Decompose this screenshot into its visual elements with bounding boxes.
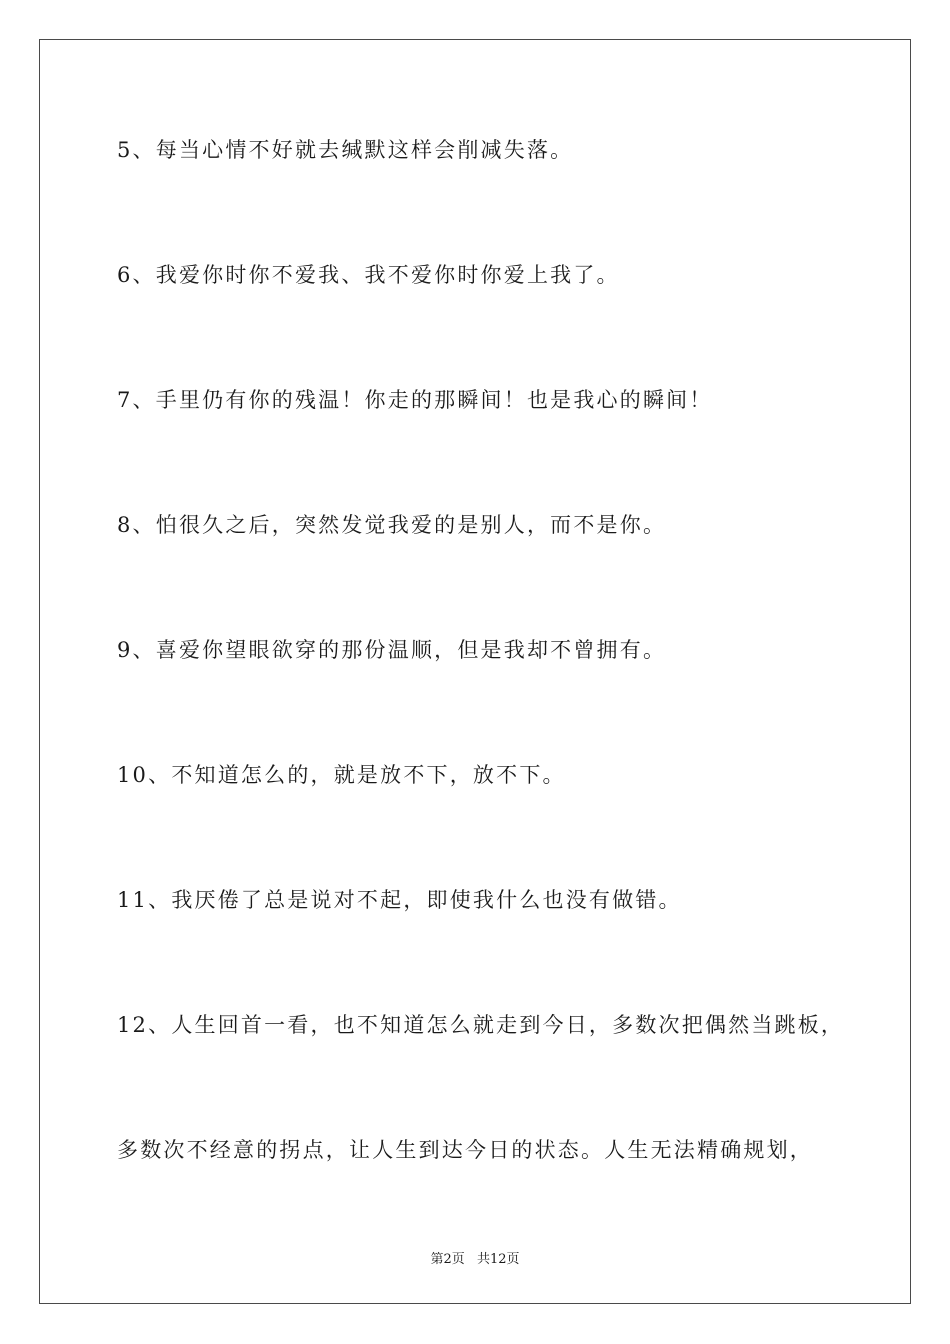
text-line-6: 6、我爱你时你不爱我、我不爱你时你爱上我了。 [117, 263, 620, 287]
text-line-7: 7、手里仍有你的残温！你走的那瞬间！也是我心的瞬间！ [117, 388, 713, 412]
text-line-10: 10、不知道怎么的，就是放不下，放不下。 [117, 763, 566, 787]
text-line-5: 5、每当心情不好就去缄默这样会削减失落。 [117, 138, 574, 162]
page-border [39, 39, 911, 1304]
text-line-11: 11、我厌倦了总是说对不起，即使我什么也没有做错。 [117, 888, 682, 912]
page-total: 共12页 [476, 1252, 520, 1267]
text-line-8: 8、怕很久之后，突然发觉我爱的是别人，而不是你。 [117, 513, 667, 537]
text-line-12b: 多数次不经意的拐点，让人生到达今日的状态。人生无法精确规划， [117, 1138, 813, 1162]
page-footer [0, 1248, 950, 1267]
text-line-9: 9、喜爱你望眼欲穿的那份温顺，但是我却不曾拥有。 [117, 638, 667, 662]
text-line-12a: 12、人生回首一看，也不知道怎么就走到今日，多数次把偶然当跳板， [117, 1013, 845, 1037]
page-number: 第2页 [430, 1252, 465, 1267]
